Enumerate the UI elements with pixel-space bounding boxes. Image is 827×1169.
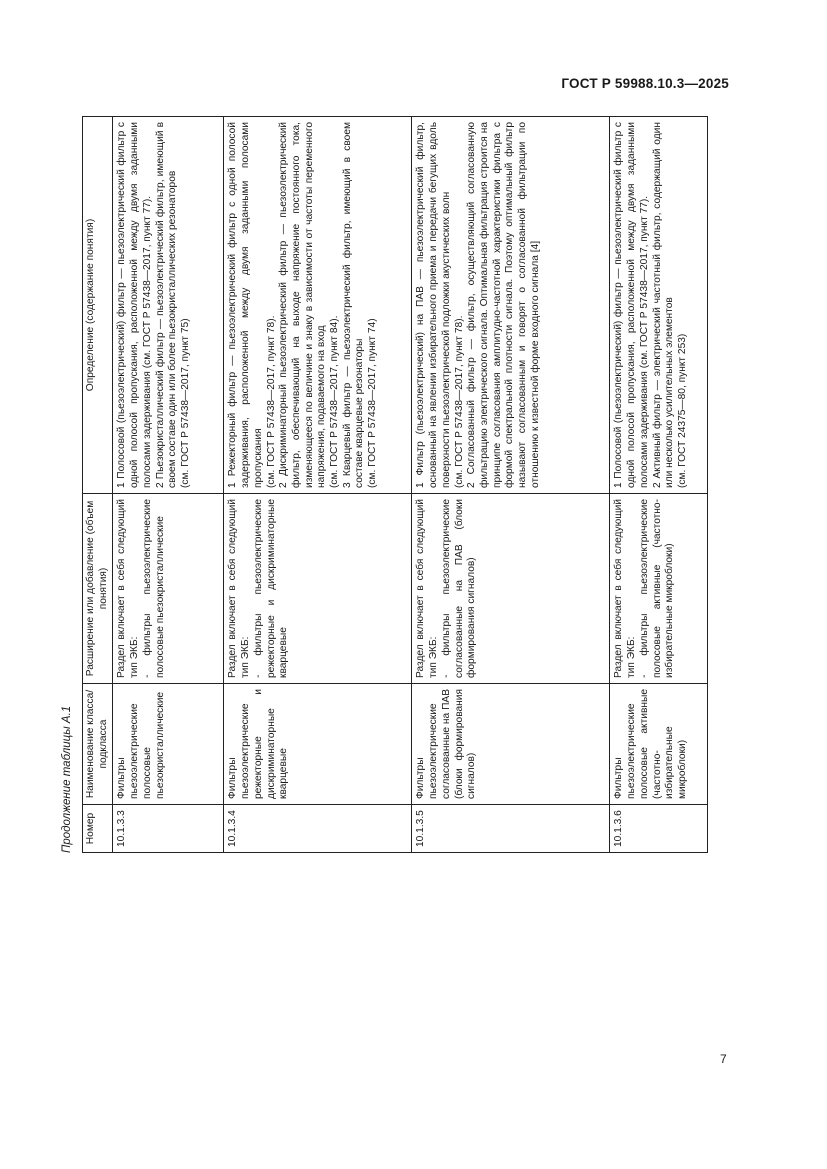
cell-paragraph: (см. ГОСТ Р 57438—2017, пункт 78). (453, 315, 465, 488)
table-row (113, 117, 224, 853)
row-extension (610, 494, 708, 684)
row-definition (113, 117, 224, 494)
document-id: ГОСТ Р 59988.10.3—2025 (561, 76, 729, 91)
definitions-table (82, 116, 708, 853)
cell-paragraph: - фильтры пьезоэлектрические режекторные и дискриминаторные кварцевые (252, 499, 290, 678)
cell-paragraph: (см. ГОСТ Р 57438—2017, пункт 84). (329, 315, 341, 488)
table-row (224, 117, 412, 853)
cell-paragraph: 2 Активный фильтр — электрический частотный фильтр, содержащий один или несколько усилительных элементов (651, 122, 676, 488)
row-extension (224, 494, 412, 684)
row-class-name: Фильтры пьезоэлектрические режекторные и дискриминаторные кварцевые (224, 684, 412, 805)
table-row (412, 117, 610, 853)
cell-paragraph: 1 Фильтр (пьезоэлектрический) на ПАВ — пьезоэлектрический фильтр, основанный на явлении избирательного приема и передачи бегущих вдоль поверхности пьезоэлектрической подложки акустических волн (415, 122, 452, 488)
cell-paragraph: 1 Полосовой (пьезоэлектрический) фильтр — пьезоэлектрический фильтр с одной полосой пропускания, расположенной между двумя заданными полосами задерживания (см. ГОСТ Р 57438—2017, пункт 77). (116, 122, 153, 488)
row-definition (610, 117, 708, 494)
cell-paragraph: - фильтры пьезоэлектрические полосовые активные (частотно-избирательные микроблоки) (638, 499, 676, 678)
col-header-definition: Определение (содержание понятия) (83, 117, 113, 494)
row-class-name: Фильтры пьезоэлектрические согласованные на ПАВ (блоки формирования сигналов) (412, 684, 610, 805)
cell-paragraph: 1 Полосовой (пьезоэлектрический) фильтр — пьезоэлектрический фильтр с одной полосой пропускания, расположенной между двумя заданными полосами задерживания (см. ГОСТ Р 57438—2017, пункт 77). (613, 122, 650, 488)
cell-paragraph: 2 Дискриминаторный пьезоэлектрический фильтр — пьезоэлектрический фильтр, обеспечивающий на выходе напряжение постоянного тока, изменяющееся по величине и знаку в зависимости от частоты переменного напряжения, подаваемого на вход (278, 122, 328, 488)
page-number: 7 (720, 1052, 727, 1066)
cell-paragraph: - фильтры пьезоэлектрические согласованные на ПАВ (блоки формирования сигналов) (440, 499, 478, 678)
cell-paragraph: Раздел включает в себя следующий тип ЭКБ: (227, 499, 252, 678)
cell-paragraph: (см. ГОСТ Р 57438—2017, пункт 74) (367, 318, 379, 488)
table-caption: Продолжение таблицы А.1 (61, 705, 73, 853)
cell-paragraph: Раздел включает в себя следующий тип ЭКБ: (613, 499, 638, 678)
table-header-row (83, 117, 113, 853)
row-number: 10.1.3.5 (412, 805, 610, 853)
row-definition (412, 117, 610, 494)
cell-paragraph: 2 Согласованный фильтр — фильтр, осуществляющий согласованную фильтрацию электрического сигнала. Оптимальная фильтрация строится на принципе согласования амплитудно-частотной характеристики фильтра с формой спектральной плотности сигнала. Поэтому оптимальный фильтр называют согласованным и говорят о согласованной фильтрации по отношению к известной форме входного сигнала [4] (466, 122, 541, 488)
cell-paragraph: (см. ГОСТ Р 57438—2017, пункт 78). (265, 315, 277, 488)
cell-paragraph: Раздел включает в себя следующий тип ЭКБ: (415, 499, 440, 678)
row-extension (412, 494, 610, 684)
col-header-name: Наименование класса/подкласса (83, 684, 113, 805)
col-header-extension: Расширение или добавление (объем понятия) (83, 494, 113, 684)
table-row (610, 117, 708, 853)
cell-paragraph: (см. ГОСТ Р 57438—2017, пункт 75) (179, 318, 191, 488)
row-definition (224, 117, 412, 494)
cell-paragraph: (см. ГОСТ 24375—80, пункт 253) (676, 333, 688, 488)
row-class-name: Фильтры пьезоэлектрические полосовые пьезокристаллические (113, 684, 224, 805)
col-header-number: Номер (83, 805, 113, 853)
cell-paragraph: 2 Пьезокристаллический фильтр — пьезоэлектрический фильтр, имеющий в своем составе один или более пьезокристаллических резонаторов (154, 122, 179, 488)
row-number: 10.1.3.6 (610, 805, 708, 853)
row-class-name: Фильтры пьезоэлектрические полосовые активные (частотно-избирательные микроблоки) (610, 684, 708, 805)
cell-paragraph: Раздел включает в себя следующий тип ЭКБ: (116, 499, 141, 678)
cell-paragraph: 3 Кварцевый фильтр — пьезоэлектрический фильтр, имеющий в своем составе кварцевые резонаторы (341, 122, 366, 488)
row-number: 10.1.3.4 (224, 805, 412, 853)
rotated-table-block (60, 117, 720, 853)
cell-paragraph: - фильтры пьезоэлектрические полосовые пьезокристаллические (141, 499, 166, 678)
row-number: 10.1.3.3 (113, 805, 224, 853)
cell-paragraph: 1 Режекторный фильтр — пьезоэлектрический фильтр с одной полосой задерживания, расположенной между двумя заданными полосами пропускания (227, 122, 264, 488)
row-extension (113, 494, 224, 684)
